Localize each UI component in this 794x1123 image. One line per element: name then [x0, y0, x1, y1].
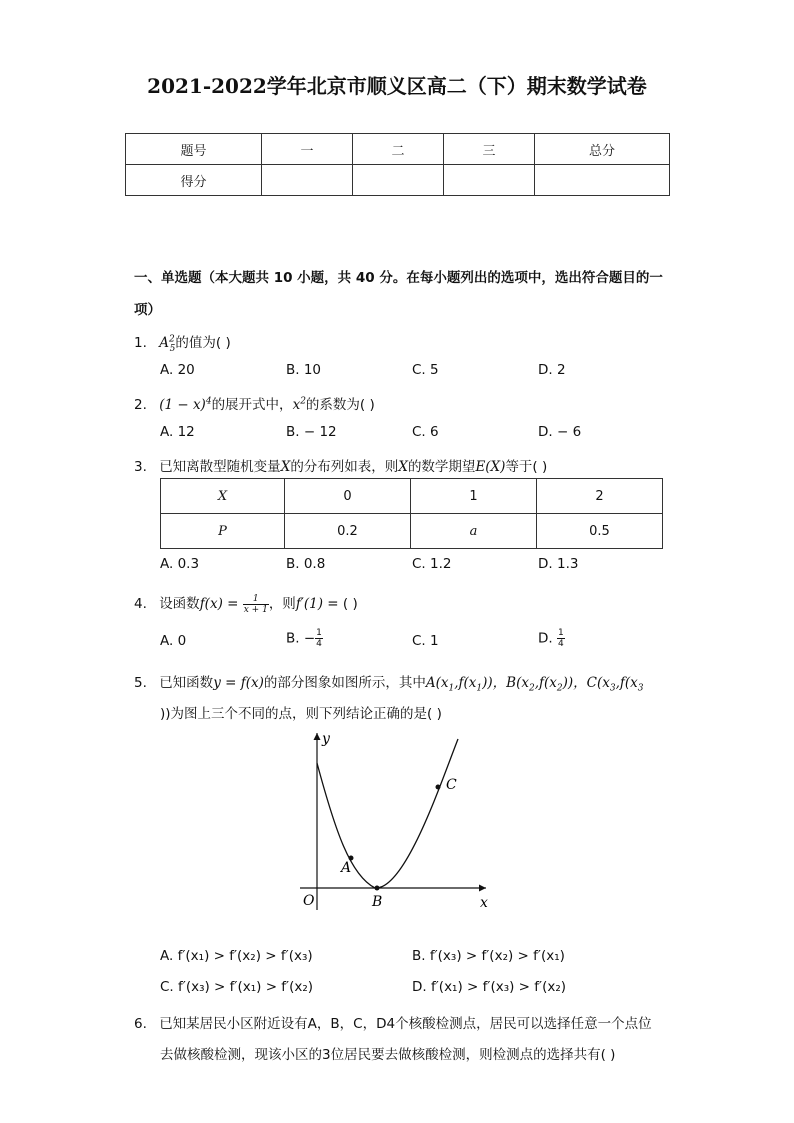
option-c[interactable]: C. 6 — [412, 424, 439, 440]
question-text: 等于( ) — [505, 459, 548, 475]
math-expression: f′(1) = — [295, 596, 343, 612]
math-expression: $(1 - x)^4$ — [159, 396, 212, 413]
point-c-label: C — [446, 777, 457, 793]
score-header-cell: 三 — [444, 134, 535, 165]
option-a[interactable]: A. 20 — [160, 362, 195, 378]
question-number: 4. — [134, 596, 147, 612]
option-a[interactable]: A. 12 — [160, 424, 195, 440]
math-expression: X — [280, 459, 291, 475]
question-text: ，则 — [268, 596, 296, 612]
section-heading-cont: 项） — [134, 302, 161, 318]
point-b-label: B — [372, 894, 383, 910]
question-number: 3. — [134, 459, 147, 475]
score-table-score-row — [126, 165, 670, 196]
point-a-label: A — [341, 860, 352, 876]
math-expression: X — [398, 459, 408, 475]
option-b[interactable]: B. f′(x₃) > f′(x₂) > f′(x₁) — [412, 948, 565, 964]
score-input-cell — [262, 165, 353, 196]
question-1 — [134, 331, 231, 354]
score-row-label: 得分 — [126, 165, 262, 196]
distribution-cell: 1 — [411, 479, 537, 514]
option-c[interactable]: C. f′(x₃) > f′(x₁) > f′(x₂) — [160, 979, 314, 995]
math-expression: $A^2_5$ — [159, 334, 176, 354]
question-text: 的数学期望 — [407, 459, 476, 475]
math-expression: f(x) = — [199, 596, 243, 612]
option-a[interactable]: A. 0.3 — [160, 556, 200, 572]
score-table-header-row — [126, 134, 670, 165]
score-input-cell — [535, 165, 670, 196]
option-d[interactable]: D. $\frac{1}{4}$ — [538, 628, 564, 649]
question-text: 的部分图象如图所示，其中 — [263, 675, 426, 691]
distribution-cell: X — [161, 479, 285, 514]
distribution-cell: 0 — [285, 479, 411, 514]
option-c[interactable]: C. 1.2 — [412, 556, 452, 572]
option-a[interactable]: A. 0 — [160, 633, 187, 649]
option-b[interactable]: B. − $\frac{1}{4}$ — [286, 628, 322, 649]
distribution-cell: 0.2 — [285, 514, 411, 549]
function-curve — [317, 739, 458, 888]
score-input-cell — [353, 165, 444, 196]
option-a[interactable]: A. f′(x₁) > f′(x₂) > f′(x₃) — [160, 948, 313, 964]
option-b[interactable]: B. − 12 — [286, 424, 337, 440]
fraction: $\frac{1}{4}$ — [316, 628, 322, 649]
math-expression: $x^2$ — [292, 396, 306, 413]
distribution-cell: 2 — [537, 479, 663, 514]
option-b[interactable]: B. 0.8 — [286, 556, 326, 572]
point-b — [375, 886, 380, 891]
question-5 — [134, 671, 644, 694]
score-header-cell: 二 — [353, 134, 444, 165]
distribution-cell: a — [411, 514, 537, 549]
x-axis-label: x — [480, 895, 488, 911]
question-text: 已知函数 — [159, 675, 214, 691]
question-text: 的展开式中， — [211, 397, 293, 413]
option-d[interactable]: D. − 6 — [538, 424, 582, 440]
distribution-row — [161, 479, 663, 514]
fraction: $\frac{1}{x + 1}$ — [243, 593, 268, 615]
section-heading: 一、单选题（本大题共 10 小题，共 40 分。在每小题列出的选项中，选出符合题目的一 — [134, 270, 663, 286]
question-text: 设函数 — [159, 596, 200, 612]
point-c — [436, 785, 441, 790]
distribution-table — [160, 478, 663, 549]
math-expression: $A(x_1,f(x_1))$，$B(x_2,f(x_2))$，$C(x_3,f(x_3$ — [425, 675, 644, 694]
score-header-cell: 一 — [262, 134, 353, 165]
question-6 — [134, 1012, 652, 1032]
score-header-cell: 总分 — [535, 134, 670, 165]
distribution-cell: P — [161, 514, 285, 549]
option-c[interactable]: C. 5 — [412, 362, 439, 378]
option-d[interactable]: D. 2 — [538, 362, 566, 378]
math-expression: y = f(x) — [213, 675, 264, 691]
y-axis-label: y — [322, 731, 330, 747]
function-graph — [290, 725, 500, 915]
distribution-cell: 0.5 — [537, 514, 663, 549]
page-title: 2021-2022学年北京市顺义区高二（下）期末数学试卷 — [147, 74, 647, 98]
option-b[interactable]: B. 10 — [286, 362, 322, 378]
question-number: 1. — [134, 335, 147, 351]
math-expression: E(X) — [475, 459, 506, 475]
origin-label: O — [303, 893, 315, 909]
fraction: $\frac{1}{4}$ — [557, 628, 564, 649]
question-number: 2. — [134, 397, 147, 413]
question-text: 的值为( ) — [175, 335, 231, 351]
score-table — [125, 133, 670, 196]
question-2 — [134, 393, 375, 413]
question-text: 的系数为( ) — [305, 397, 375, 413]
question-text: ( ) — [342, 596, 358, 612]
option-c[interactable]: C. 1 — [412, 633, 439, 649]
question-3 — [134, 455, 547, 475]
question-text: 已知离散型随机变量 — [159, 459, 281, 475]
question-text: 的分布列如表，则 — [290, 459, 399, 475]
score-input-cell — [444, 165, 535, 196]
question-number: 6. — [134, 1016, 147, 1032]
question-4 — [134, 592, 358, 615]
option-d[interactable]: D. f′(x₁) > f′(x₃) > f′(x₂) — [412, 979, 567, 995]
score-header-cell: 题号 — [126, 134, 262, 165]
question-text: 已知某居民小区附近设有A，B，C，D4个核酸检测点，居民可以选择任意一个点位 — [159, 1016, 652, 1032]
question-6-cont: 去做核酸检测，现该小区的3位居民要去做核酸检测，则检测点的选择共有( ) — [160, 1047, 616, 1063]
option-d[interactable]: D. 1.3 — [538, 556, 579, 572]
question-number: 5. — [134, 675, 147, 691]
distribution-row — [161, 514, 663, 549]
question-5-cont: ))为图上三个不同的点，则下列结论正确的是( ) — [160, 706, 442, 722]
